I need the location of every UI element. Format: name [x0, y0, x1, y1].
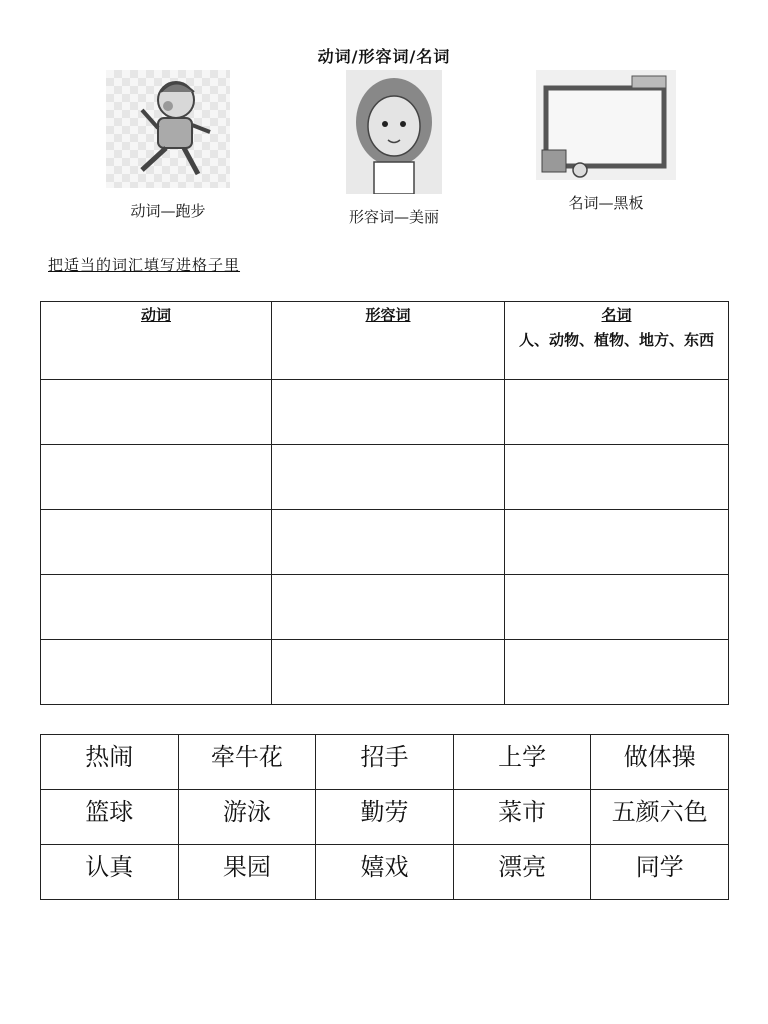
- answer-row: [41, 445, 729, 510]
- example-verb: [68, 70, 268, 221]
- answer-cell[interactable]: [505, 510, 729, 575]
- answer-cell[interactable]: [505, 445, 729, 510]
- word-bank-cell: 篮球: [41, 790, 179, 845]
- word-bank-cell: 菜市: [453, 790, 591, 845]
- example-verb-caption: 动词—跑步: [130, 202, 206, 220]
- word-bank-cell: 游泳: [178, 790, 316, 845]
- example-noun-caption: 名词—黑板: [568, 194, 644, 212]
- word-bank-cell: 做体操: [591, 735, 729, 790]
- word-bank-cell: 热闹: [41, 735, 179, 790]
- word-bank-cell: 嬉戏: [316, 845, 454, 900]
- answer-cell[interactable]: [41, 380, 272, 445]
- answer-cell[interactable]: [41, 510, 272, 575]
- word-bank-cell: 同学: [591, 845, 729, 900]
- word-bank-table: [40, 734, 729, 900]
- example-adjective-caption: 形容词—美丽: [348, 208, 439, 226]
- answer-cell[interactable]: [272, 380, 505, 445]
- word-bank-row: [41, 790, 729, 845]
- example-noun: [506, 70, 706, 213]
- example-adjective: [294, 70, 494, 227]
- classify-header-row: [41, 302, 729, 380]
- answer-row: [41, 380, 729, 445]
- verb-column-header: 动词: [41, 302, 272, 380]
- noun-column-header: 名词 人、动物、植物、地方、东西: [505, 302, 729, 380]
- noun-hint: 人、动物、植物、地方、东西: [518, 331, 714, 349]
- word-bank-cell: 认真: [41, 845, 179, 900]
- word-bank-cell: 漂亮: [453, 845, 591, 900]
- answer-cell[interactable]: [41, 445, 272, 510]
- adjective-column-header: 形容词: [272, 302, 505, 380]
- answer-cell[interactable]: [505, 575, 729, 640]
- answer-row: [41, 640, 729, 705]
- answer-cell[interactable]: [272, 640, 505, 705]
- worksheet-title: 动词/形容词/名词: [317, 47, 451, 66]
- word-bank-row: [41, 845, 729, 900]
- running-boy-picture: [106, 70, 230, 188]
- classify-table: [40, 301, 729, 705]
- answer-row: [41, 575, 729, 640]
- answer-row: [41, 510, 729, 575]
- word-bank-cell: 勤劳: [316, 790, 454, 845]
- word-bank-cell: 果园: [178, 845, 316, 900]
- word-bank-cell: 招手: [316, 735, 454, 790]
- answer-cell[interactable]: [41, 575, 272, 640]
- instruction: 把适当的词汇填写进格子里: [48, 256, 241, 274]
- answer-cell[interactable]: [272, 575, 505, 640]
- answer-cell[interactable]: [41, 640, 272, 705]
- answer-cell[interactable]: [272, 445, 505, 510]
- word-bank-row: [41, 735, 729, 790]
- answer-cell[interactable]: [272, 510, 505, 575]
- word-bank-cell: 上学: [453, 735, 591, 790]
- answer-cell[interactable]: [505, 640, 729, 705]
- word-bank-cell: 牵牛花: [178, 735, 316, 790]
- pretty-girl-picture: [346, 70, 442, 194]
- answer-cell[interactable]: [505, 380, 729, 445]
- blackboard-picture: [536, 70, 676, 180]
- word-bank-cell: 五颜六色: [591, 790, 729, 845]
